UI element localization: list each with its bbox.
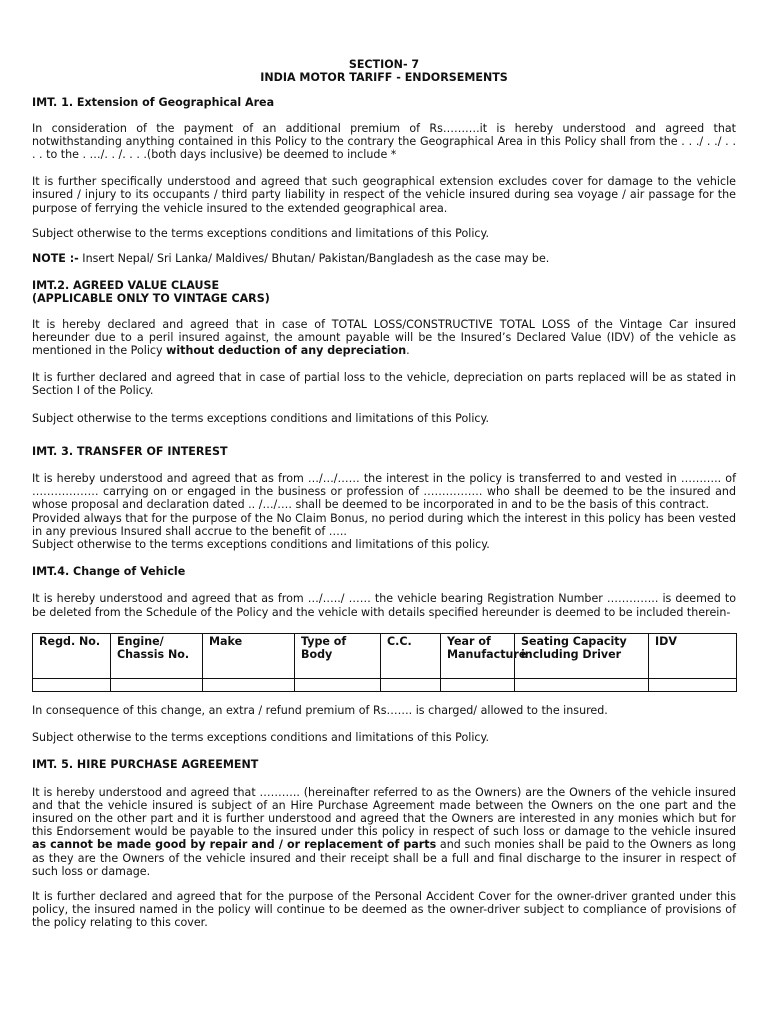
col-regd-no: Regd. No. bbox=[33, 633, 111, 678]
imt4-paragraph-2: In consequence of this change, an extra / refund premium of Rs……. is charged/ allowed to the insured. bbox=[32, 703, 608, 717]
table-cell bbox=[203, 678, 295, 691]
table-header-row bbox=[33, 633, 737, 678]
table-cell bbox=[381, 678, 441, 691]
col-year-of-manufacture: Year of Manufacture bbox=[441, 633, 515, 678]
imt2-p1-text: It is hereby declared and agreed that in case of TOTAL LOSS/CONSTRUCTIVE TOTAL LOSS of the Vintage Car insured hereunder due to a peril insured against, the amount payable will be the Insured’s Declared Value (IDV) of the vehicle as mentioned in the Policy bbox=[32, 317, 736, 358]
imt2-p1-bold: without deduction of any depreciation bbox=[166, 344, 407, 358]
imt1-paragraph-1: In consideration of the payment of an additional premium of Rs……….it is hereby understood and agreed that notwithstanding anything contained in this Policy to the contrary the Geographical Area in this Policy shall from the . . ./ . ./ . . . . to the . …/. . /. . . .(both days inclusive) be deemed to include * bbox=[32, 121, 736, 162]
imt1-heading: IMT. 1. Extension of Geographical Area bbox=[32, 96, 275, 110]
imt5-paragraph-2: It is further declared and agreed that for the purpose of the Personal Accident Cover for the owner-driver granted under this policy, the insured named in the policy will continue to be deemed as the owner-driver subject to compliance of provisions of the policy relating to this cover. bbox=[32, 889, 736, 930]
imt4-heading: IMT.4. Change of Vehicle bbox=[32, 565, 186, 579]
imt3-paragraph-1: It is hereby understood and agreed that as from …/…/…… the interest in the policy is transferred to and vested in ……….. of ……………… carrying on or engaged in the business or profession of ……………. who shall be deemed to be the insured and whose proposal and declaration dated .. /…/…. shall be deemed to be incorporated in and to be the basis of this contract. bbox=[32, 472, 736, 512]
imt5-paragraph-1 bbox=[32, 786, 736, 878]
table-cell bbox=[515, 678, 649, 691]
imt2-paragraph-1 bbox=[32, 318, 736, 358]
col-type-of-body: Type of Body bbox=[295, 633, 381, 678]
imt5-heading: IMT. 5. HIRE PURCHASE AGREEMENT bbox=[32, 758, 259, 772]
imt1-note bbox=[32, 252, 736, 265]
imt4-paragraph-1: It is hereby understood and agreed that as from …/…../ …… the vehicle bearing Registration Number ………….. is deemed to be deleted from the Schedule of the Policy and the vehicle with details specified hereunder is deemed to be included therein- bbox=[32, 592, 736, 619]
imt5-p1-text-end: and such monies shall be paid to the Owners as long as they are the Owners of the vehicle insured and their receipt shall be a full and final discharge to the insurer in respect of such loss or damage. bbox=[32, 838, 736, 878]
imt5-p1-text: It is hereby understood and agreed that ……….. (hereinafter referred to as the Owners) are the Owners of the vehicle insured and that the vehicle insured is subject of an Hire Purchase Agreement made between the Owners on the one part and the insured on the other part and it is further understood and agreed that the Owners are interested in any monies which but for this Endorsement would be payable to the insured under this policy in respect of such loss or damage to the vehicle insured bbox=[32, 785, 736, 839]
document-title: INDIA MOTOR TARIFF - ENDORSEMENTS bbox=[260, 71, 508, 85]
imt1-paragraph-3: Subject otherwise to the terms exceptions conditions and limitations of this Policy. bbox=[32, 226, 490, 240]
col-engine-chassis: Engine/ Chassis No. bbox=[111, 633, 203, 678]
imt2-paragraph-2: It is further declared and agreed that in case of partial loss to the vehicle, depreciation on parts replaced will be as stated in Section I of the Policy. bbox=[32, 371, 736, 398]
table-cell bbox=[33, 678, 111, 691]
table-row bbox=[33, 678, 737, 691]
col-seating-capacity: Seating Capacity including Driver bbox=[515, 633, 649, 678]
col-make: Make bbox=[203, 633, 295, 678]
imt2-p1-end: . bbox=[406, 344, 410, 358]
table-cell bbox=[111, 678, 203, 691]
col-cc: C.C. bbox=[381, 633, 441, 678]
col-idv: IDV bbox=[649, 633, 737, 678]
imt2-heading: IMT.2. AGREED VALUE CLAUSE bbox=[32, 279, 220, 293]
vehicle-details-table bbox=[32, 633, 737, 692]
section-number: SECTION- 7 bbox=[348, 58, 420, 71]
imt2-subheading: (APPLICABLE ONLY TO VINTAGE CARS) bbox=[32, 292, 270, 306]
imt1-paragraph-2: It is further specifically understood and agreed that such geographical extension excludes cover for damage to the vehicle insured / injury to its occupants / third party liability in respect of the vehicle insured during sea voyage / air passage for the purpose of ferrying the vehicle insured to the extended geographical area. bbox=[32, 175, 736, 215]
imt2-paragraph-3: Subject otherwise to the terms exceptions conditions and limitations of this Policy. bbox=[32, 411, 490, 425]
imt3-heading: IMT. 3. TRANSFER OF INTEREST bbox=[32, 444, 228, 458]
imt3-paragraph-3: Subject otherwise to the terms exceptions conditions and limitations of this policy. bbox=[32, 538, 490, 552]
note-text: Insert Nepal/ Sri Lanka/ Maldives/ Bhutan/ Pakistan/Bangladesh as the case may be. bbox=[78, 252, 550, 266]
table-cell bbox=[295, 678, 381, 691]
table-cell bbox=[649, 678, 737, 691]
imt5-p1-bold: as cannot be made good by repair and / or replacement of parts bbox=[32, 838, 437, 852]
imt4-paragraph-3: Subject otherwise to the terms exceptions conditions and limitations of this Policy. bbox=[32, 731, 490, 745]
imt3-paragraph-2: Provided always that for the purpose of the No Claim Bonus, no period during which the interest in this policy has been vested in any previous Insured shall accrue to the benefit of ….. bbox=[32, 511, 736, 538]
table-cell bbox=[441, 678, 515, 691]
note-label: NOTE :- bbox=[32, 252, 79, 266]
